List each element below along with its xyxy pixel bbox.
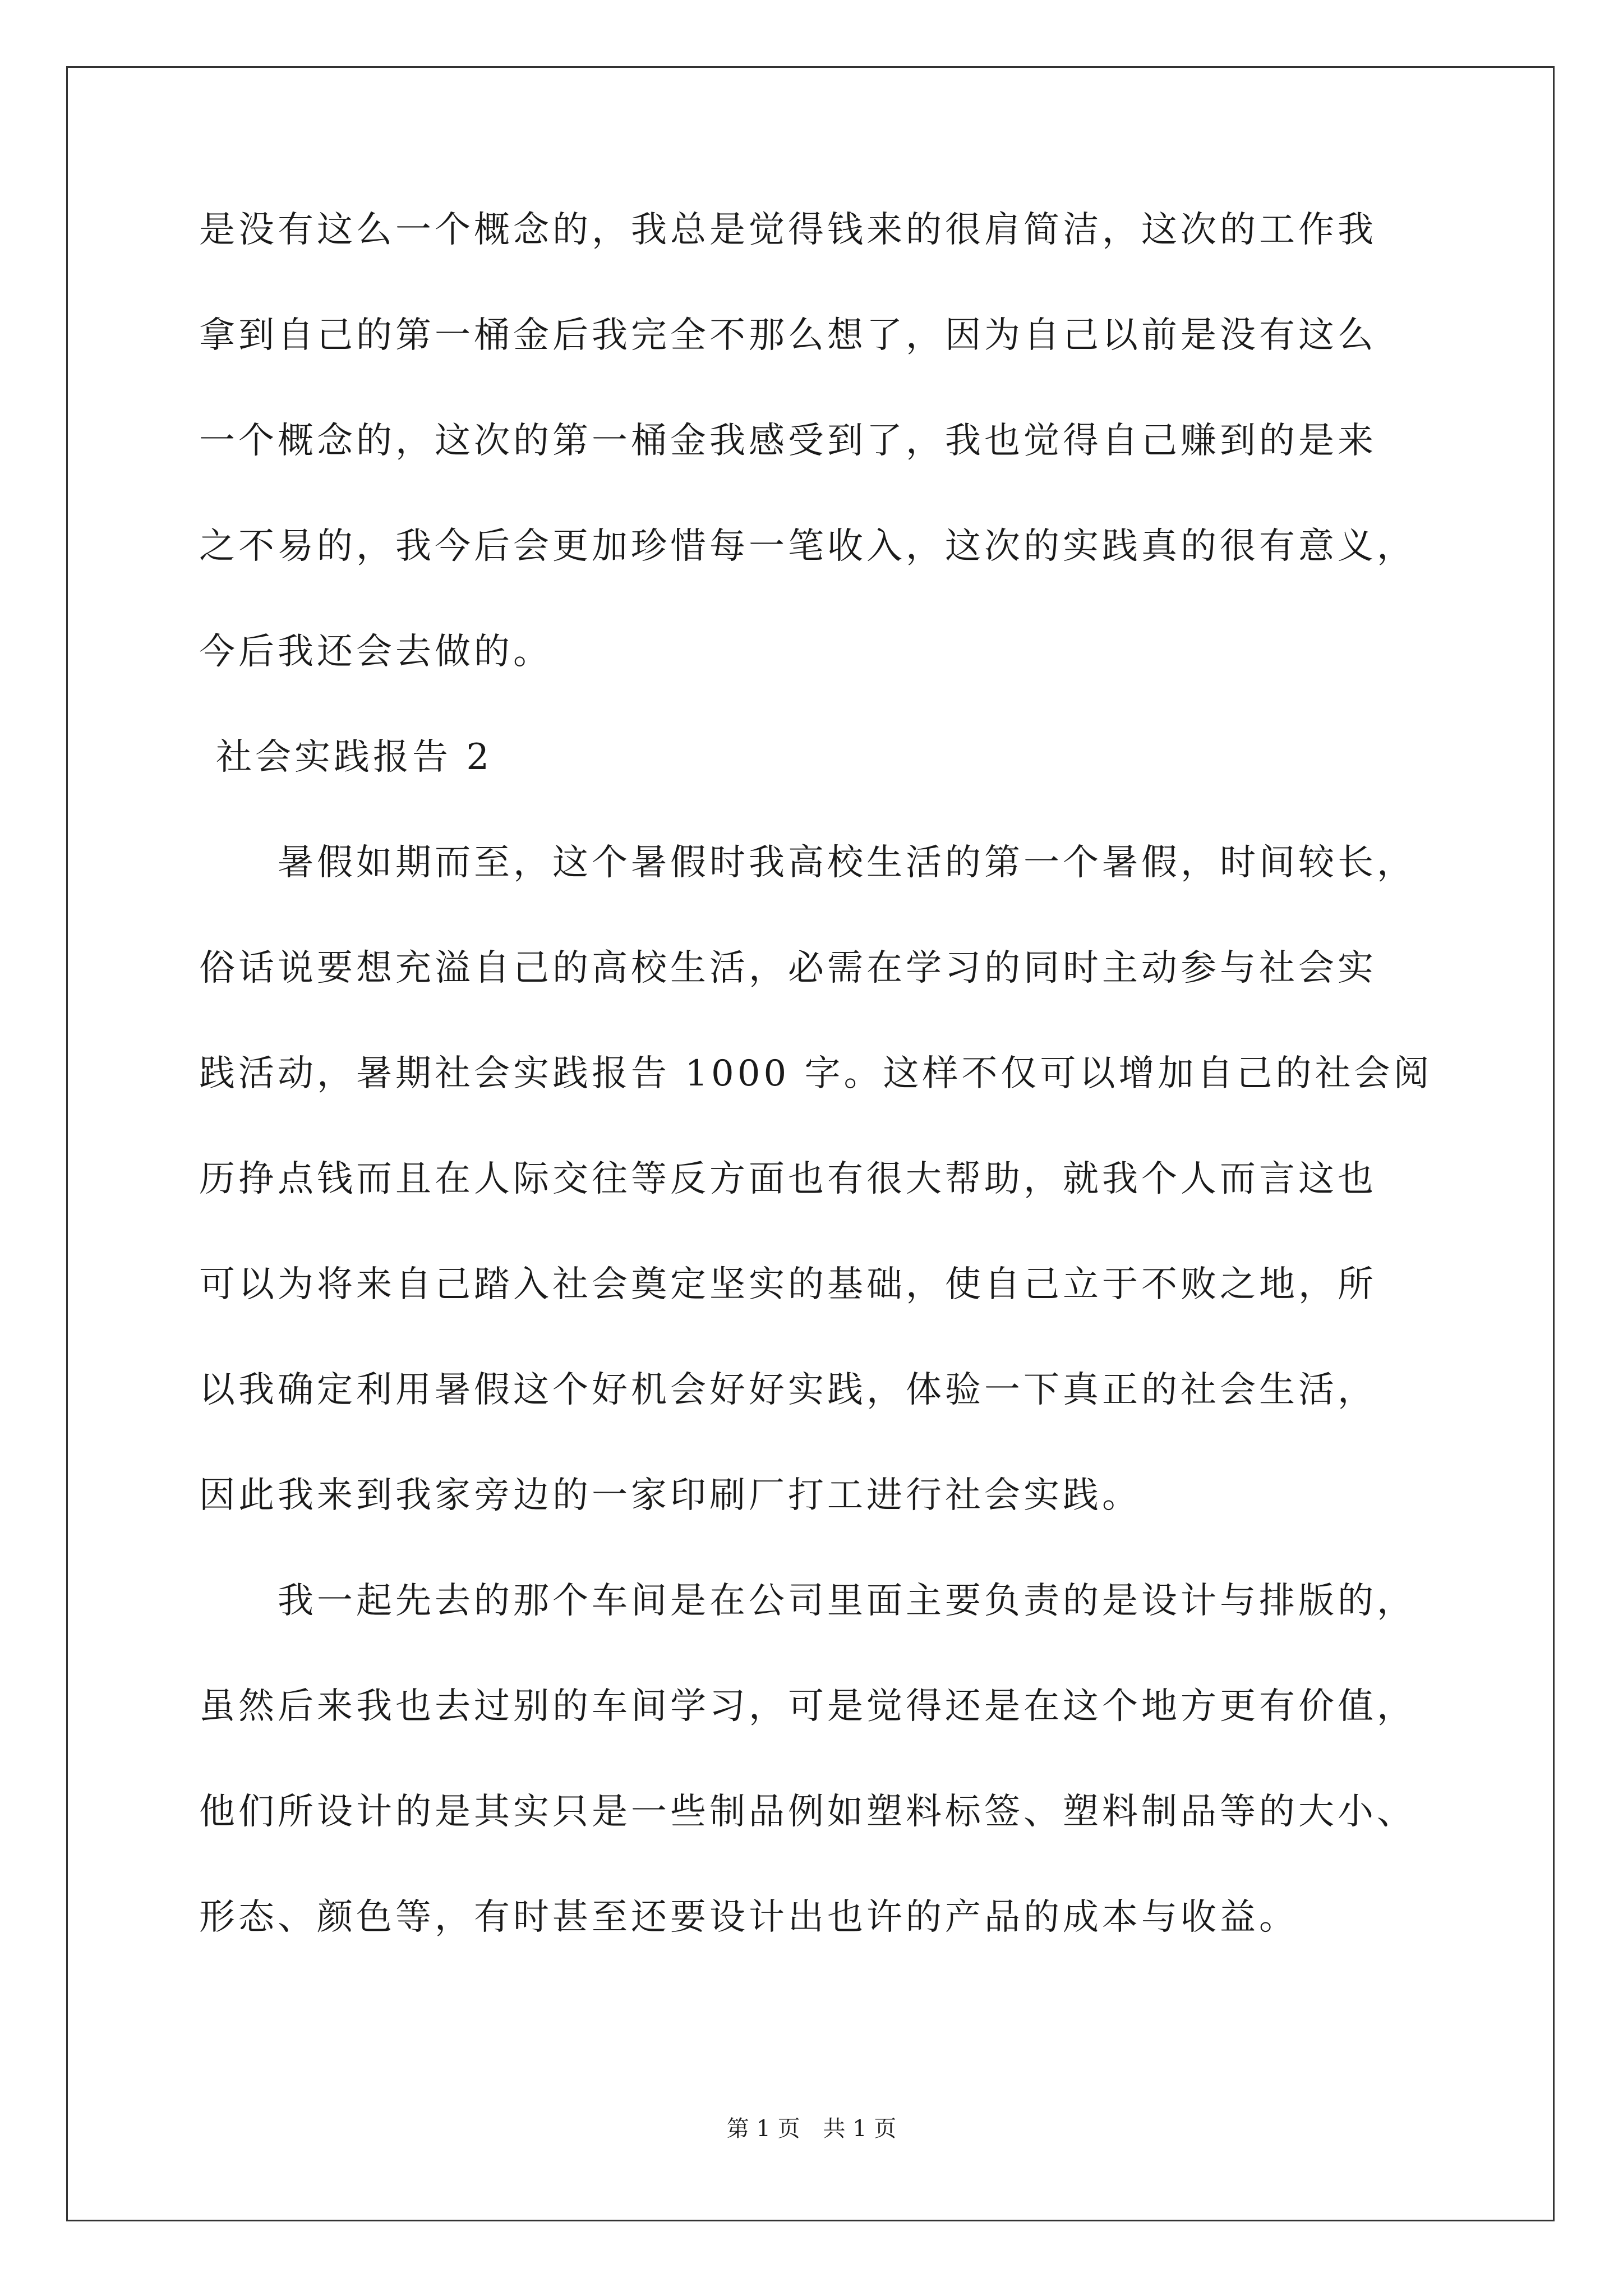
page-footer [0,2115,1623,2143]
text-line: 暑假如期而至，这个暑假时我高校生活的第一个暑假，时间较长， [278,842,1416,884]
text-line: 形态、颜色等，有时甚至还要设计出也许的产品的成本与收益。 [199,1897,1298,1938]
text-line: 虽然后来我也去过别的车间学习，可是觉得还是在这个地方更有价值， [199,1686,1416,1727]
text-line: 之不易的，我今后会更加珍惜每一笔收入，这次的实践真的很有意义， [199,526,1416,567]
page-number-total: 共 1 页 [823,2116,897,2142]
text-line: 他们所设计的是其实只是一些制品例如塑料标签、塑料制品等的大小、 [199,1791,1416,1833]
text-line: 是没有这么一个概念的，我总是觉得钱来的很肩简洁，这次的工作我 [199,209,1377,251]
text-line: 践活动，暑期社会实践报告 1000 字。这样不仅可以增加自己的社会阅 [199,1053,1433,1094]
text-line: 我一起先去的那个车间是在公司里面主要负责的是设计与排版的， [278,1580,1416,1622]
section-heading: 社会实践报告 2 [216,737,493,778]
text-line: 今后我还会去做的。 [199,631,552,673]
text-line: 拿到自己的第一桶金后我完全不那么想了，因为自己以前是没有这么 [199,315,1377,356]
text-line: 可以为将来自己踏入社会奠定坚实的基础，使自己立于不败之地，所 [199,1264,1377,1305]
page-number-current: 第 1 页 [726,2116,800,2142]
text-line: 一个概念的，这次的第一桶金我感受到了，我也觉得自己赚到的是来 [199,420,1377,462]
text-line: 俗话说要想充溢自己的高校生活，必需在学习的同时主动参与社会实 [199,947,1377,989]
text-line: 因此我来到我家旁边的一家印刷厂打工进行社会实践。 [199,1475,1141,1516]
text-line: 历挣点钱而且在人际交往等反方面也有很大帮助，就我个人而言这也 [199,1158,1377,1200]
text-line: 以我确定利用暑假这个好机会好好实践，体验一下真正的社会生活， [199,1369,1377,1411]
